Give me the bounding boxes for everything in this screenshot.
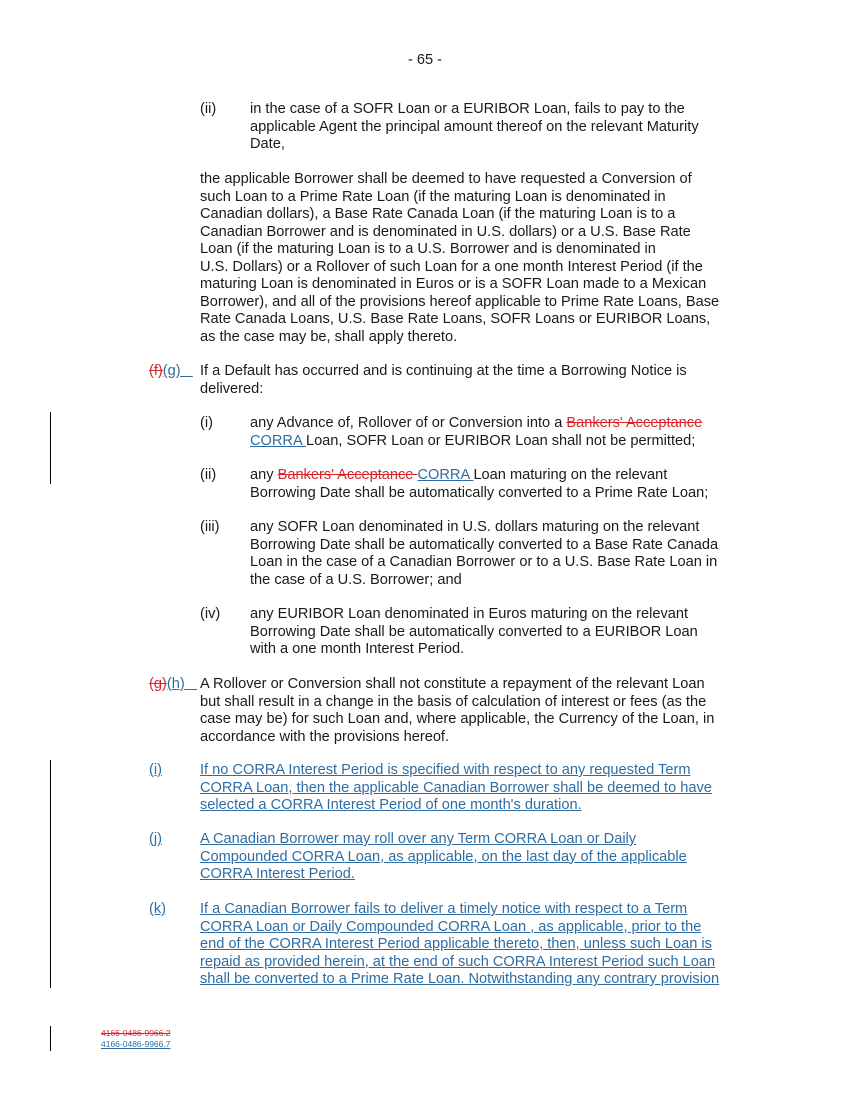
text-line: A Canadian Borrower may roll over any Term CORRA Loan or Daily [200, 831, 637, 847]
section-i-text [200, 762, 712, 815]
deleted-label: (g) [149, 676, 167, 692]
text-line: Borrowing Date shall be automatically converted to a Prime Rate Loan; [250, 484, 709, 501]
deleted-doc-id: 4166-0486-9966.2 [101, 1028, 171, 1038]
item-g-ii-label: (ii) [200, 467, 217, 483]
text-line: the applicable Borrower shall be deemed to have requested a Conversion of [200, 171, 692, 187]
text-line: end of the CORRA Interest Period applicable thereto, then, unless such Loan is [200, 936, 712, 952]
change-bar [50, 760, 51, 988]
text-line: CORRA Loan, then the applicable Canadian Borrower shall be deemed to have [200, 779, 712, 796]
text-run: any [250, 467, 278, 483]
text-line: maturing Loan is denominated in Euros or is a SOFR Loan made to a Mexican [200, 276, 707, 292]
text-line: any SOFR Loan denominated in U.S. dollars maturing on the relevant [250, 519, 700, 535]
deleted-text: Bankers' Acceptance [566, 415, 703, 431]
inserted-doc-id: 4166-0486-9966.7 [101, 1038, 171, 1049]
page-number: - 65 - [407, 52, 443, 68]
text-run: any Advance of, Rollover of or Conversion into a [250, 415, 567, 431]
text-line [250, 467, 708, 485]
text-line: with a one month Interest Period. [250, 641, 465, 657]
item-ii-top-label: (ii) [200, 101, 217, 117]
deleted-text: Bankers' Acceptance [277, 467, 418, 483]
item-g-i-label: (i) [200, 415, 213, 431]
text-line: Canadian dollars), a Base Rate Canada Loan (if the maturing Loan is to a [200, 206, 676, 222]
text-line: Canadian Borrower and is denominated in U.S. dollars) or a U.S. Base Rate [200, 223, 691, 240]
item-g-iv-label: (iv) [200, 606, 221, 622]
text-line: the case of a U.S. Borrower; and [250, 571, 462, 588]
text-line: case may be) for such Loan and, where applicable, the Currency of the Loan, in [200, 711, 715, 727]
text-line: Loan (if the maturing Loan is to a U.S. Borrower and is denominated in [200, 241, 656, 257]
text-line: any EURIBOR Loan denominated in Euros maturing on the relevant [250, 606, 689, 622]
section-k-label: (k) [149, 901, 167, 917]
text-line: applicable Agent the principal amount thereof on the relevant Maturity [250, 118, 699, 135]
change-bar [50, 412, 51, 484]
text-line [250, 433, 702, 451]
section-g-label [149, 363, 193, 381]
section-j-label: (j) [149, 831, 162, 847]
deemed-paragraph [200, 171, 719, 346]
text-line: selected a CORRA Interest Period of one month's duration. [200, 797, 582, 813]
inserted-label: (g) [162, 363, 181, 379]
text-line: CORRA Loan or Daily Compounded CORRA Loan , as applicable, prior to the [200, 918, 702, 935]
section-i-label: (i) [149, 762, 162, 778]
section-g-text [200, 363, 687, 398]
section-k-text [200, 901, 719, 989]
text-line [250, 415, 702, 433]
text-line: Borrower), and all of the provisions hereof applicable to Prime Rate Loans, Base [200, 293, 720, 310]
text-line: Borrowing Date shall be automatically converted to a Base Rate Canada [250, 536, 719, 553]
text-line: U.S. Dollars) or a Rollover of such Loan for a one month Interest Period (if the [200, 258, 703, 275]
text-line: shall be converted to a Prime Rate Loan. Notwithstanding any contrary provision [200, 971, 720, 987]
text-line: If a Canadian Borrower fails to deliver a timely notice with respect to a Term [200, 901, 688, 917]
text-run: Loan, SOFR Loan or EURIBOR Loan shall not be permitted; [305, 432, 696, 449]
text-line: repaid as provided herein, at the end of such CORRA Interest Period such Loan [200, 953, 716, 970]
label-tab-underline [181, 363, 193, 379]
text-line: Date, [250, 136, 285, 152]
text-line: Rate Canada Loans, U.S. Base Rate Loans, SOFR Loans or EURIBOR Loans, [200, 311, 711, 327]
text-line: but shall result in a change in the basis of calculation of interest or fees (as the [200, 693, 707, 710]
item-g-ii-text [250, 467, 708, 502]
text-run: Loan maturing on the relevant [473, 467, 668, 483]
change-bar [50, 1026, 51, 1051]
text-line: CORRA Interest Period. [200, 866, 355, 882]
deleted-label: (f) [149, 363, 163, 379]
item-g-iv-text [250, 606, 698, 659]
text-line: If a Default has occurred and is continuing at the time a Borrowing Notice is [200, 363, 687, 379]
text-line: Borrowing Date shall be automatically converted to a EURIBOR Loan [250, 623, 698, 640]
footer-doc-id [101, 1028, 170, 1049]
text-line: accordance with the provisions hereof. [200, 728, 450, 745]
text-line: as the case may be, shall apply thereto. [200, 328, 458, 345]
inserted-text: CORRA [250, 432, 306, 449]
text-line: Loan in the case of a Canadian Borrower or to a U.S. Base Rate Loan in [250, 554, 718, 570]
item-g-iii-text [250, 519, 718, 589]
text-line: A Rollover or Conversion shall not constitute a repayment of the relevant Loan [200, 676, 705, 692]
text-line: in the case of a SOFR Loan or a EURIBOR Loan, fails to pay to the [250, 101, 685, 117]
item-g-i-text [250, 415, 702, 450]
text-line: such Loan to a Prime Rate Loan (if the maturing Loan is denominated in [200, 188, 666, 205]
text-line: If no CORRA Interest Period is specified with respect to any requested Term [200, 762, 691, 778]
item-ii-top-text [250, 101, 699, 154]
inserted-label: (h) [166, 676, 185, 692]
inserted-text: CORRA [417, 467, 474, 483]
label-tab-underline [185, 676, 197, 692]
section-h-text [200, 676, 714, 746]
text-line: delivered: [200, 380, 264, 397]
text-line: Compounded CORRA Loan, as applicable, on the last day of the applicable [200, 848, 687, 865]
item-g-iii-label: (iii) [200, 519, 220, 535]
section-h-label [149, 676, 197, 694]
section-j-text [200, 831, 687, 884]
